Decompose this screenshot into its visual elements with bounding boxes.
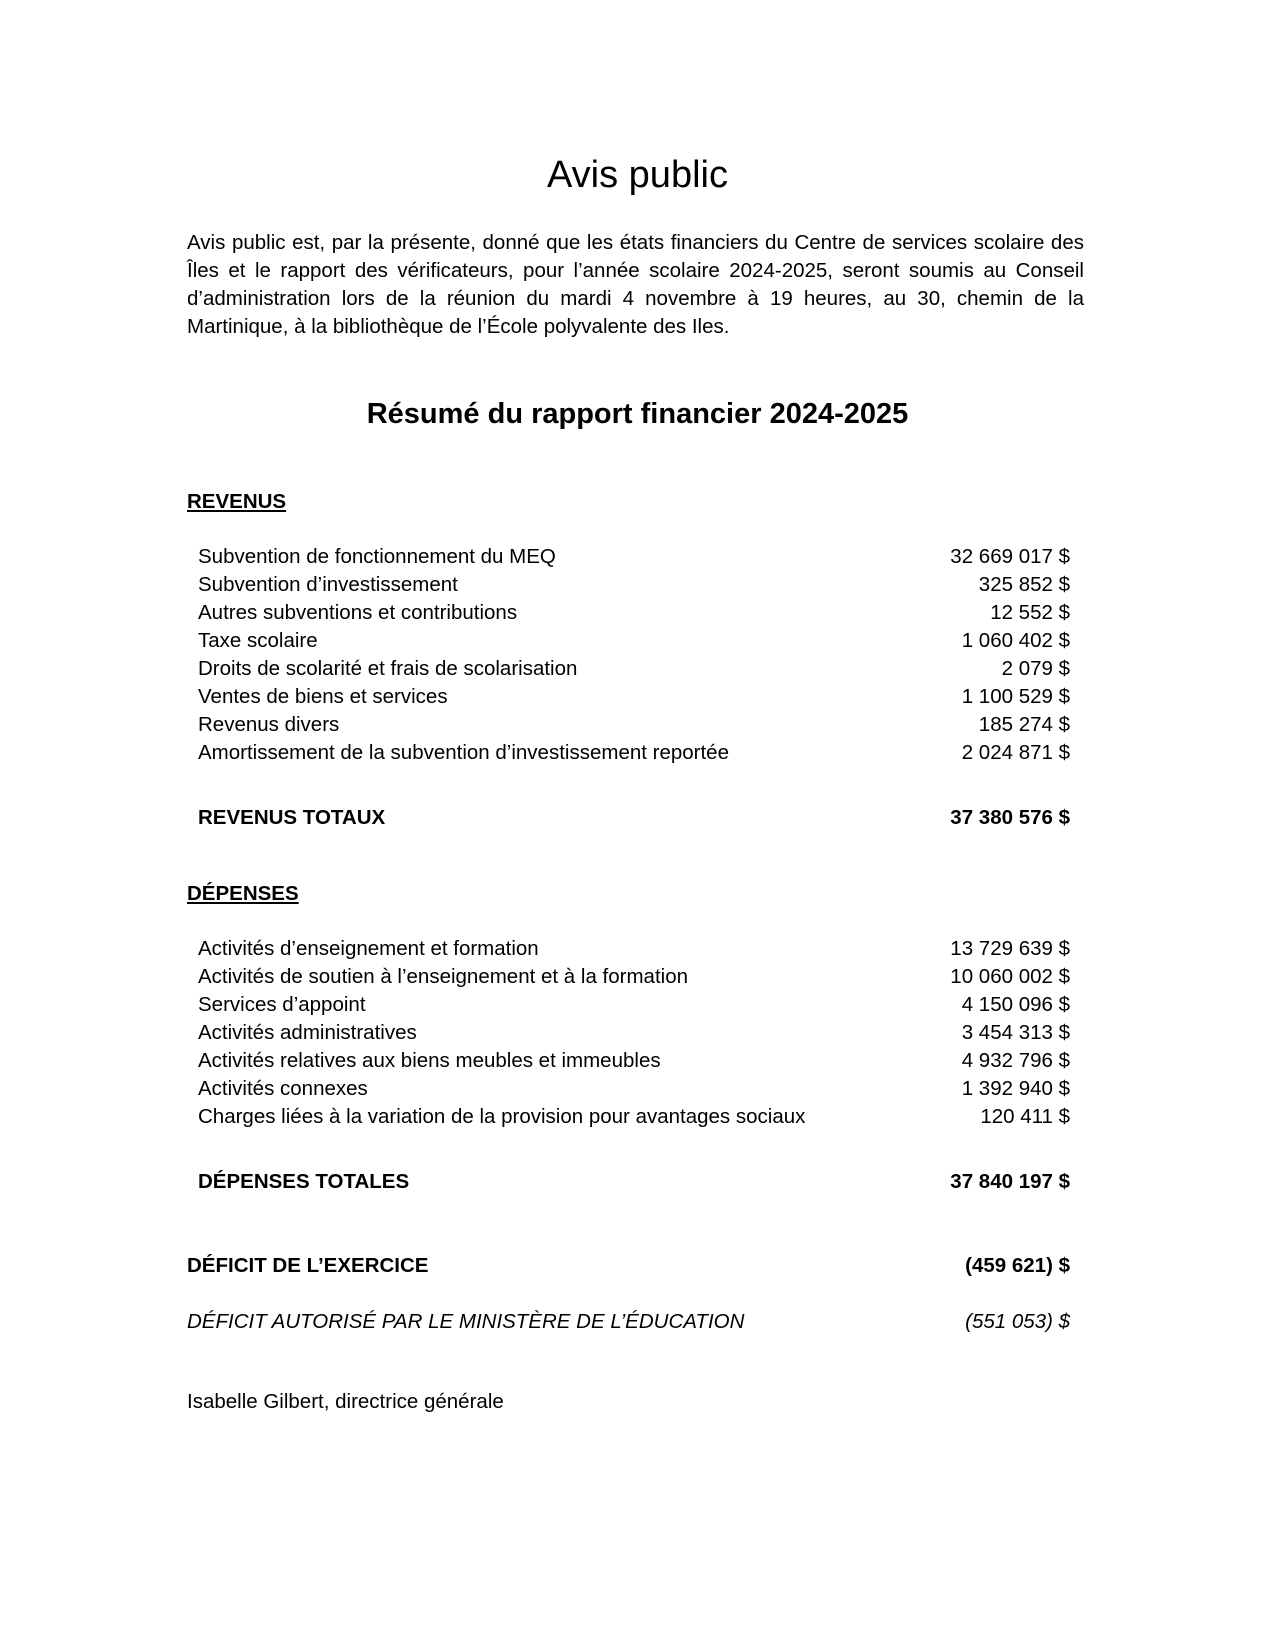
depense-label: Services d’appoint [198,993,366,1016]
deficit-label: DÉFICIT DE L’EXERCICE [187,1254,429,1277]
revenu-label: Ventes de biens et services [198,685,448,708]
revenu-amount: 32 669 017 $ [950,545,1070,568]
list-item [198,627,1070,655]
depense-amount: 120 411 $ [980,1105,1070,1128]
deficit-autorise-amount: (551 053) $ [965,1310,1070,1333]
list-item [198,1047,1070,1075]
deficit-autorise-row [187,1308,1070,1336]
revenu-amount: 1 060 402 $ [961,629,1070,652]
page-title: Avis public [547,154,728,196]
depenses-list [198,935,1070,1131]
list-item [198,655,1070,683]
revenu-amount: 325 852 $ [978,573,1070,596]
deficit-row [187,1252,1070,1280]
depense-amount: 4 932 796 $ [961,1049,1070,1072]
list-item [198,543,1070,571]
depense-amount: 10 060 002 $ [950,965,1070,988]
revenu-amount: 1 100 529 $ [961,685,1070,708]
depense-amount: 1 392 940 $ [961,1077,1070,1100]
depense-label: Charges liées à la variation de la provision pour avantages sociaux [198,1105,806,1128]
depense-label: Activités relatives aux biens meubles et immeubles [198,1049,661,1072]
depenses-total-row [198,1168,1070,1196]
list-item [198,739,1070,767]
list-item [198,571,1070,599]
list-item [198,599,1070,627]
depense-amount: 13 729 639 $ [950,937,1070,960]
revenus-total-label: REVENUS TOTAUX [198,806,386,829]
depense-amount: 4 150 096 $ [961,993,1070,1016]
depense-label: Activités administratives [198,1021,417,1044]
list-item [198,1019,1070,1047]
revenu-label: Droits de scolarité et frais de scolarisation [198,657,578,680]
depense-label: Activités de soutien à l’enseignement et à la formation [198,965,688,988]
revenu-label: Revenus divers [198,713,340,736]
revenu-label: Amortissement de la subvention d’investissement reportée [198,741,729,764]
depenses-total-amount: 37 840 197 $ [950,1170,1070,1193]
depenses-heading: DÉPENSES [187,882,299,905]
depense-amount: 3 454 313 $ [961,1021,1070,1044]
revenu-amount: 12 552 $ [990,601,1070,624]
revenu-label: Taxe scolaire [198,629,318,652]
list-item [198,1103,1070,1131]
signature: Isabelle Gilbert, directrice générale [187,1390,504,1413]
list-item [198,711,1070,739]
list-item [198,991,1070,1019]
revenus-total-amount: 37 380 576 $ [950,806,1070,829]
depense-label: Activités connexes [198,1077,368,1100]
list-item [198,963,1070,991]
revenu-label: Autres subventions et contributions [198,601,518,624]
depense-label: Activités d’enseignement et formation [198,937,539,960]
revenu-amount: 185 274 $ [978,713,1070,736]
revenus-heading: REVENUS [187,490,287,513]
depenses-total-label: DÉPENSES TOTALES [198,1170,410,1193]
revenu-amount: 2 024 871 $ [961,741,1070,764]
list-item [198,683,1070,711]
deficit-autorise-label: DÉFICIT AUTORISÉ PAR LE MINISTÈRE DE L’ÉDUCATION [187,1310,745,1333]
revenu-label: Subvention d’investissement [198,573,458,596]
revenu-amount: 2 079 $ [1001,657,1070,680]
deficit-amount: (459 621) $ [965,1254,1070,1277]
revenus-list [198,543,1070,767]
list-item [198,1075,1070,1103]
report-subtitle: Résumé du rapport financier 2024-2025 [366,398,909,430]
revenus-total-row [198,804,1070,832]
list-item [198,935,1070,963]
intro-paragraph: Avis public est, par la présente, donné que les états financiers du Centre de services scolaire des Îles et le rapport des vérificateurs, pour l’année scolaire 2024-2025, seront soumis au Conseil d’administration lors de la réunion du mardi 4 novembre à 19 heures, au 30, chemin de la Martinique, à la bibliothèque de l’École polyvalente des Iles. [187,231,1084,338]
revenu-label: Subvention de fonctionnement du MEQ [198,545,556,568]
